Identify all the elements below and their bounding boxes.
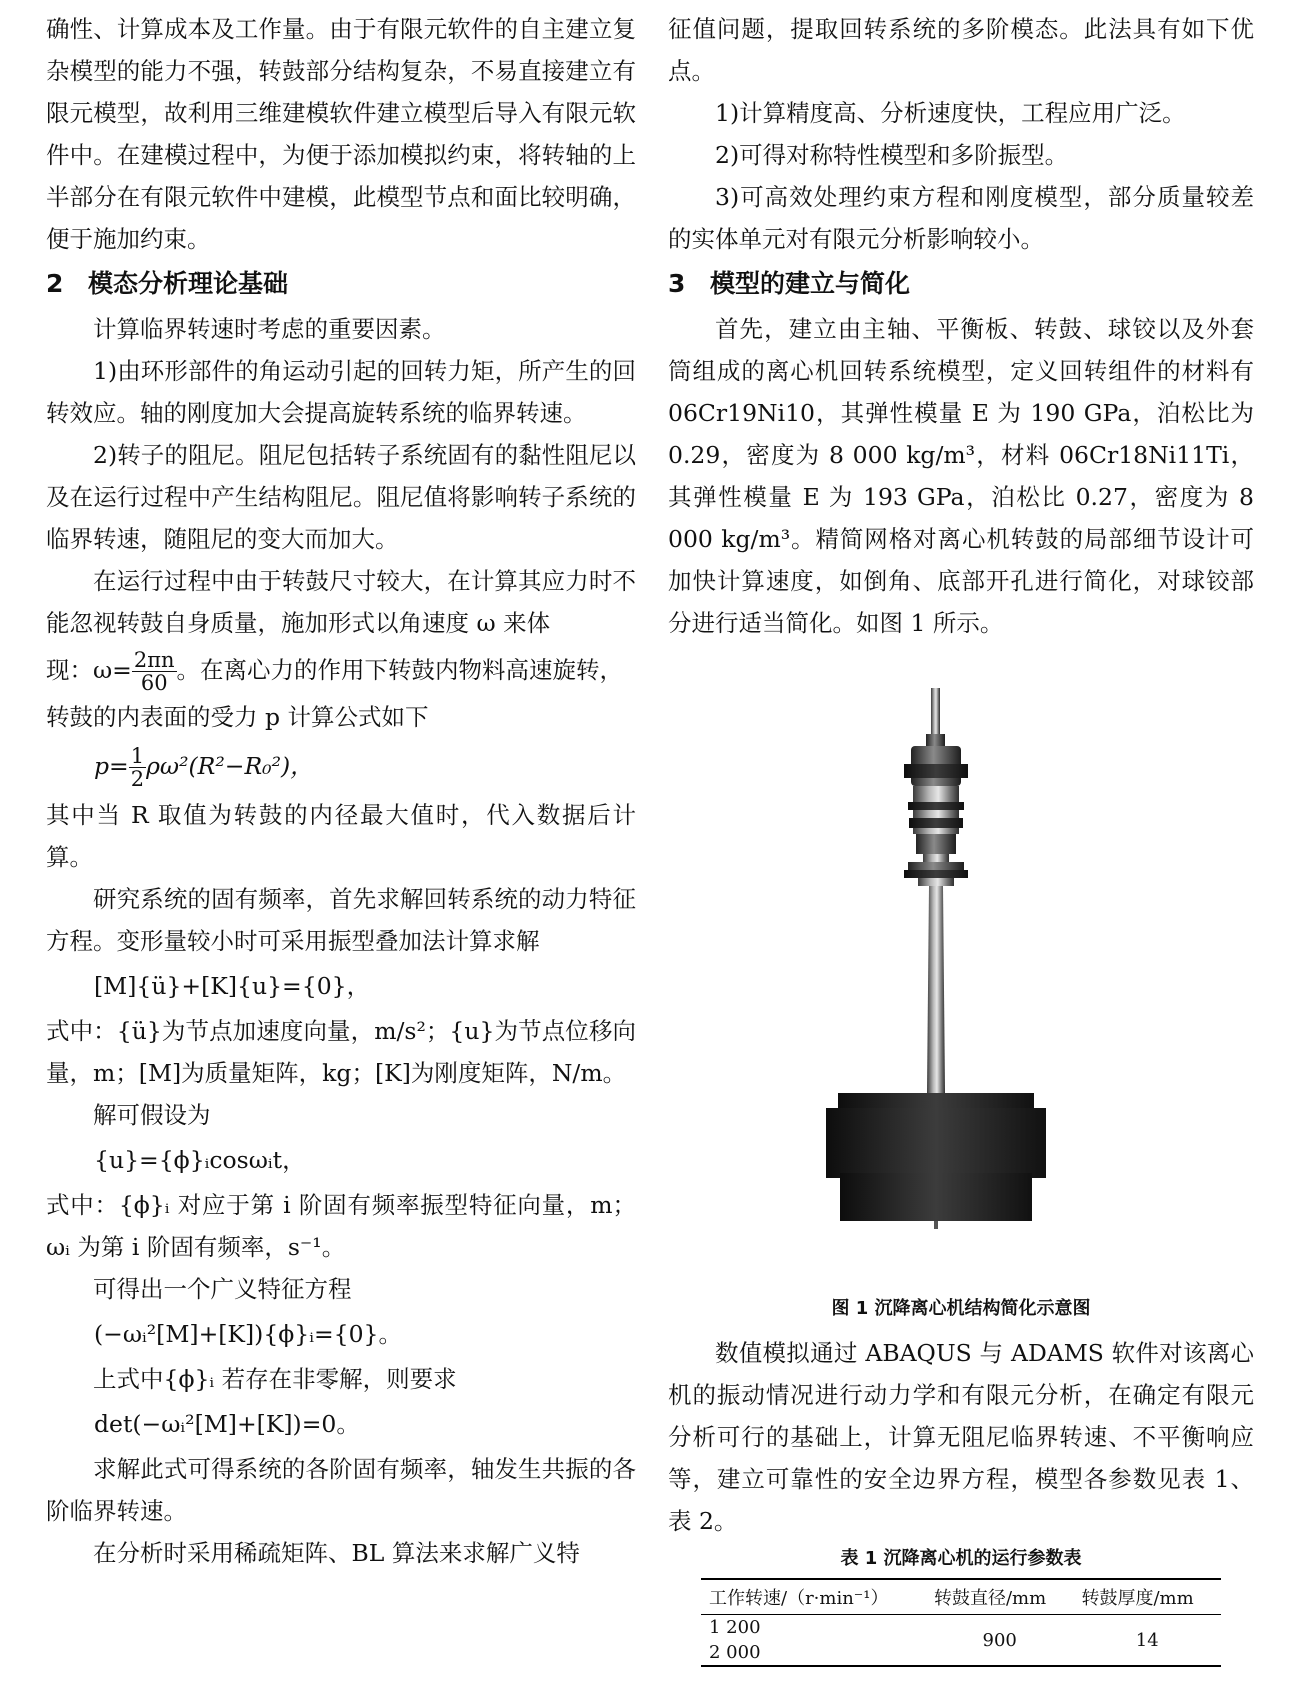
table-cell-speed-1: 1 200	[709, 1617, 761, 1638]
general-equation: (−ωᵢ²[M]+[K]){ϕ}ᵢ={0}。	[94, 1320, 403, 1348]
table-row	[701, 1615, 1221, 1641]
det-equation: det(−ωᵢ²[M]+[K])=0。	[94, 1410, 360, 1438]
parameter-table	[701, 1578, 1221, 1667]
continued-paragraph: 征值问题，提取回转系统的多阶模态。此法具有如下优点。	[668, 15, 1254, 85]
eq-p-body: ρω²(R²−R₀²)，	[146, 752, 314, 780]
analysis-paragraph: 在分析时采用稀疏矩阵、BL 算法来求解广义特	[93, 1539, 580, 1567]
dynamic-equation: [M]{ü}+[K]{u}={0}，	[94, 972, 371, 1000]
section-number: 2	[46, 269, 64, 298]
nonzero-paragraph: 上式中{ϕ}ᵢ 若存在非零解，则要求	[93, 1365, 457, 1393]
table-cell-diameter: 900	[926, 1615, 1074, 1667]
eq-p-fraction	[129, 745, 146, 790]
intro-paragraph: 确性、计算成本及工作量。由于有限元软件的自主建立复杂模型的能力不强，转鼓部分结构复杂，不易直接建立有限元模型，故利用三维建模软件建立模型后导入有限元软件中。在建模过程中，为便于添加模拟约束，将转轴的上半部分在有限元软件中建模，此模型节点和面比较明确，便于施加约束。	[46, 15, 636, 253]
figure-1	[668, 668, 1254, 1288]
factor-item-2: 2)转子的阻尼。阻尼包括转子系统固有的黏性阻尼以及在运行过程中产生结构阻尼。阻尼值将影响转子系统的临界转速，随阻尼的变大而加大。	[46, 441, 636, 553]
table-header-diameter: 转鼓直径/mm	[926, 1579, 1074, 1615]
table-cell-thickness: 14	[1073, 1615, 1221, 1667]
study-paragraph: 研究系统的固有频率，首先求解回转系统的动力特征方程。变形量较小时可采用振型叠加法计算求解	[46, 885, 636, 955]
assume-paragraph: 解可假设为	[93, 1101, 211, 1129]
omega-numerator: 2πn	[133, 648, 175, 672]
eq-p-denominator: 2	[130, 767, 145, 791]
omega-suffix: 。在离心力的作用下转鼓内物料高速旋转，	[176, 656, 624, 684]
table-header-row	[701, 1579, 1221, 1615]
general-paragraph: 可得出一个广义特征方程	[93, 1275, 352, 1303]
omega-prefix: 现：ω=	[46, 656, 132, 684]
pressure-equation	[46, 738, 636, 794]
table-header-speed: 工作转速/（r·min⁻¹）	[701, 1579, 926, 1615]
factors-paragraph: 计算临界转速时考虑的重要因素。	[93, 315, 446, 343]
model-paragraph: 首先，建立由主轴、平衡板、转鼓、球铰以及外套筒组成的离心机回转系统模型，定义回转组件的材料有 06Cr19Ni10，其弹性模量 E 为 190 GPa，泊松比为 0.29，密度为 8 000 kg/m³，材料 06Cr18Ni11Ti，其弹性模量 E 为 193 GPa，泊松比 0.27，密度为 8 000 kg/m³。精简网格对离心机转鼓的局部细节设计可加快计算速度，如倒角、底部开孔进行简化，对球铰部分进行适当简化。如图 1 所示。	[668, 315, 1254, 637]
table-cell-speed-2: 2 000	[701, 1640, 926, 1666]
advantage-2: 2)可得对称特性模型和多阶振型。	[715, 141, 1069, 169]
omega-denominator: 60	[140, 671, 168, 695]
numeric-paragraph: 数值模拟通过 ABAQUS 与 ADAMS 软件对该离心机的振动情况进行动力学和有限元分析，在确定有限元分析可行的基础上，计算无阻尼临界转速、不平衡响应等，建立可靠性的安全边界方程，模型各参数见表 1、表 2。	[668, 1339, 1254, 1535]
section-title: 模型的建立与简化	[710, 269, 911, 298]
omega-fraction	[132, 649, 177, 694]
eq-p-prefix: p=	[94, 752, 129, 780]
omega-formula-line	[46, 644, 636, 696]
advantage-3: 3)可高效处理约束方程和刚度模型，部分质量较差的实体单元对有限元分析影响较小。	[668, 183, 1254, 253]
right-column	[668, 8, 1254, 1667]
factor-item-1: 1)由环形部件的角运动引起的回转力矩，所产生的回转效应。轴的刚度加大会提高旋转系统的临界转速。	[46, 357, 636, 427]
where-paragraph: 其中当 R 取值为转鼓的内径最大值时，代入数据后计算。	[46, 801, 636, 871]
solution-equation: {u}={ϕ}ᵢcosωᵢt，	[94, 1146, 306, 1174]
legend-paragraph-1: 式中：{ü}为节点加速度向量，m/s²；{u}为节点位移向量，m；[M]为质量矩阵，kg；[K]为刚度矩阵，N/m。	[46, 1017, 636, 1087]
solve-paragraph: 求解此式可得系统的各阶固有频率，轴发生共振的各阶临界转速。	[46, 1455, 636, 1525]
section-title: 模态分析理论基础	[88, 269, 289, 298]
running-paragraph: 在运行过程中由于转鼓尺寸较大，在计算其应力时不能忽视转鼓自身质量，施加形式以角速度 ω 来体	[46, 567, 636, 637]
table-caption: 表 1 沉降离心机的运行参数表	[840, 1548, 1082, 1569]
left-column	[46, 8, 636, 1574]
advantage-1: 1)计算精度高、分析速度快，工程应用广泛。	[715, 99, 1186, 127]
pressure-paragraph: 转鼓的内表面的受力 p 计算公式如下	[46, 703, 429, 731]
figure-caption: 图 1 沉降离心机结构简化示意图	[831, 1298, 1091, 1319]
section-heading-3	[668, 262, 1254, 306]
eq-p-numerator: 1	[130, 744, 145, 768]
table-header-thickness: 转鼓厚度/mm	[1073, 1579, 1221, 1615]
legend-paragraph-2: 式中：{ϕ}ᵢ 对应于第 i 阶固有频率振型特征向量，m；ωᵢ 为第 i 阶固有频率，s⁻¹。	[46, 1191, 636, 1261]
centrifuge-model-image	[668, 668, 1254, 1288]
section-heading-2	[46, 262, 636, 306]
section-number: 3	[668, 269, 686, 298]
